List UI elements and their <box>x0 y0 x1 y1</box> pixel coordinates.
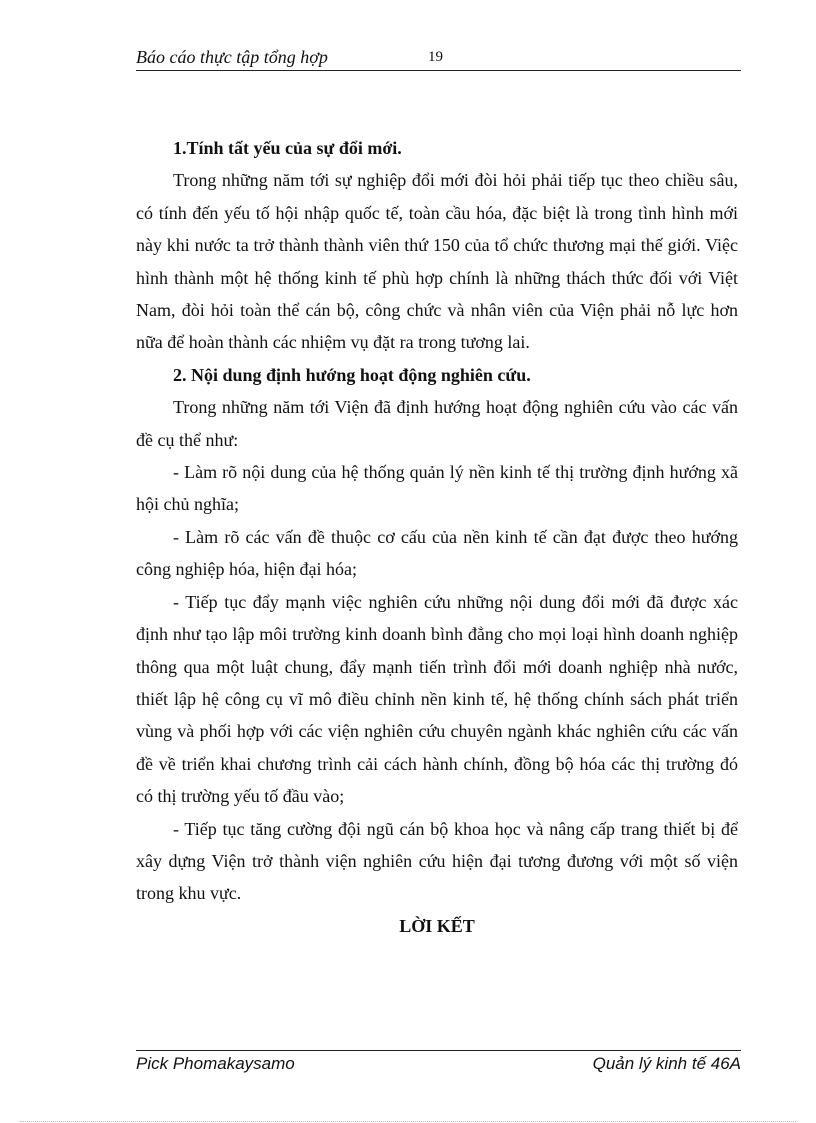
paragraph-research-intro: Trong những năm tới Viện đã định hướng hoạt động nghiên cứu vào các vấn đề cụ thể như: <box>136 397 738 450</box>
header-title: Báo cáo thực tập tổng hợp <box>136 47 328 67</box>
list-item: - Tiếp tục đẩy mạnh việc nghiên cứu những nội dung đổi mới đã được xác định như tạo lập môi trường kinh doanh bình đẳng cho mọi loại hình doanh nghiệp thông qua một luật chung, đẩy mạnh tiến trình đổi mới doanh nghiệp nhà nước, thiết lập hệ công cụ vĩ mô điều chỉnh nền kinh tế, hệ thống chính sách phát triển vùng và phối hợp với các viện nghiên cứu chuyên ngành khác nghiên cứu các vấn đề về triển khai chương trình cải cách hành chính, đồng bộ hóa các thị trường đó có thị trường yếu tố đầu vào; <box>136 591 738 807</box>
footer-rule <box>136 1050 741 1051</box>
footer-author: Pick Phomakaysamo <box>136 1054 295 1073</box>
list-item: - Làm rõ nội dung của hệ thống quản lý nền kinh tế thị trường định hướng xã hội chủ nghĩa; <box>136 462 738 515</box>
closing-heading: LỜI KẾT <box>399 915 475 936</box>
page-number: 19 <box>428 49 443 65</box>
page-bottom-dotted-line <box>20 1121 796 1122</box>
list-item: - Làm rõ các vấn đề thuộc cơ cấu của nền kinh tế cần đạt được theo hướng công nghiệp hóa, hiện đại hóa; <box>136 526 738 580</box>
footer-class: Quản lý kinh tế 46A <box>592 1054 741 1073</box>
list-item: - Tiếp tục tăng cường đội ngũ cán bộ khoa học và nâng cấp trang thiết bị để xây dựng Viện trở thành viện nghiên cứu hiện đại tương đương với một số viện trong khu vực. <box>136 818 738 904</box>
header-rule <box>136 70 741 71</box>
heading-necessity: 1.Tính tất yếu của sự đổi mới. <box>173 138 402 158</box>
paragraph-necessity: Trong những năm tới sự nghiệp đổi mới đòi hỏi phải tiếp tục theo chiều sâu, có tính đến yếu tố hội nhập quốc tế, toàn cầu hóa, đặc biệt là trong tình hình mới này khi nước ta trở thành thành viên thứ 150 của tổ chức thương mại thế giới. Việc hình thành một hệ thống kinh tế phù hợp chính là những thách thức đối với Việt Nam, đòi hỏi toàn thể cán bộ, công chức và nhân viên của Viện phải nỗ lực hơn nữa để hoàn thành các nhiệm vụ đặt ra trong tương lai. <box>136 170 738 353</box>
heading-research-orientation: 2. Nội dung định hướng hoạt động nghiên cứu. <box>173 364 531 385</box>
body-text <box>136 132 738 942</box>
